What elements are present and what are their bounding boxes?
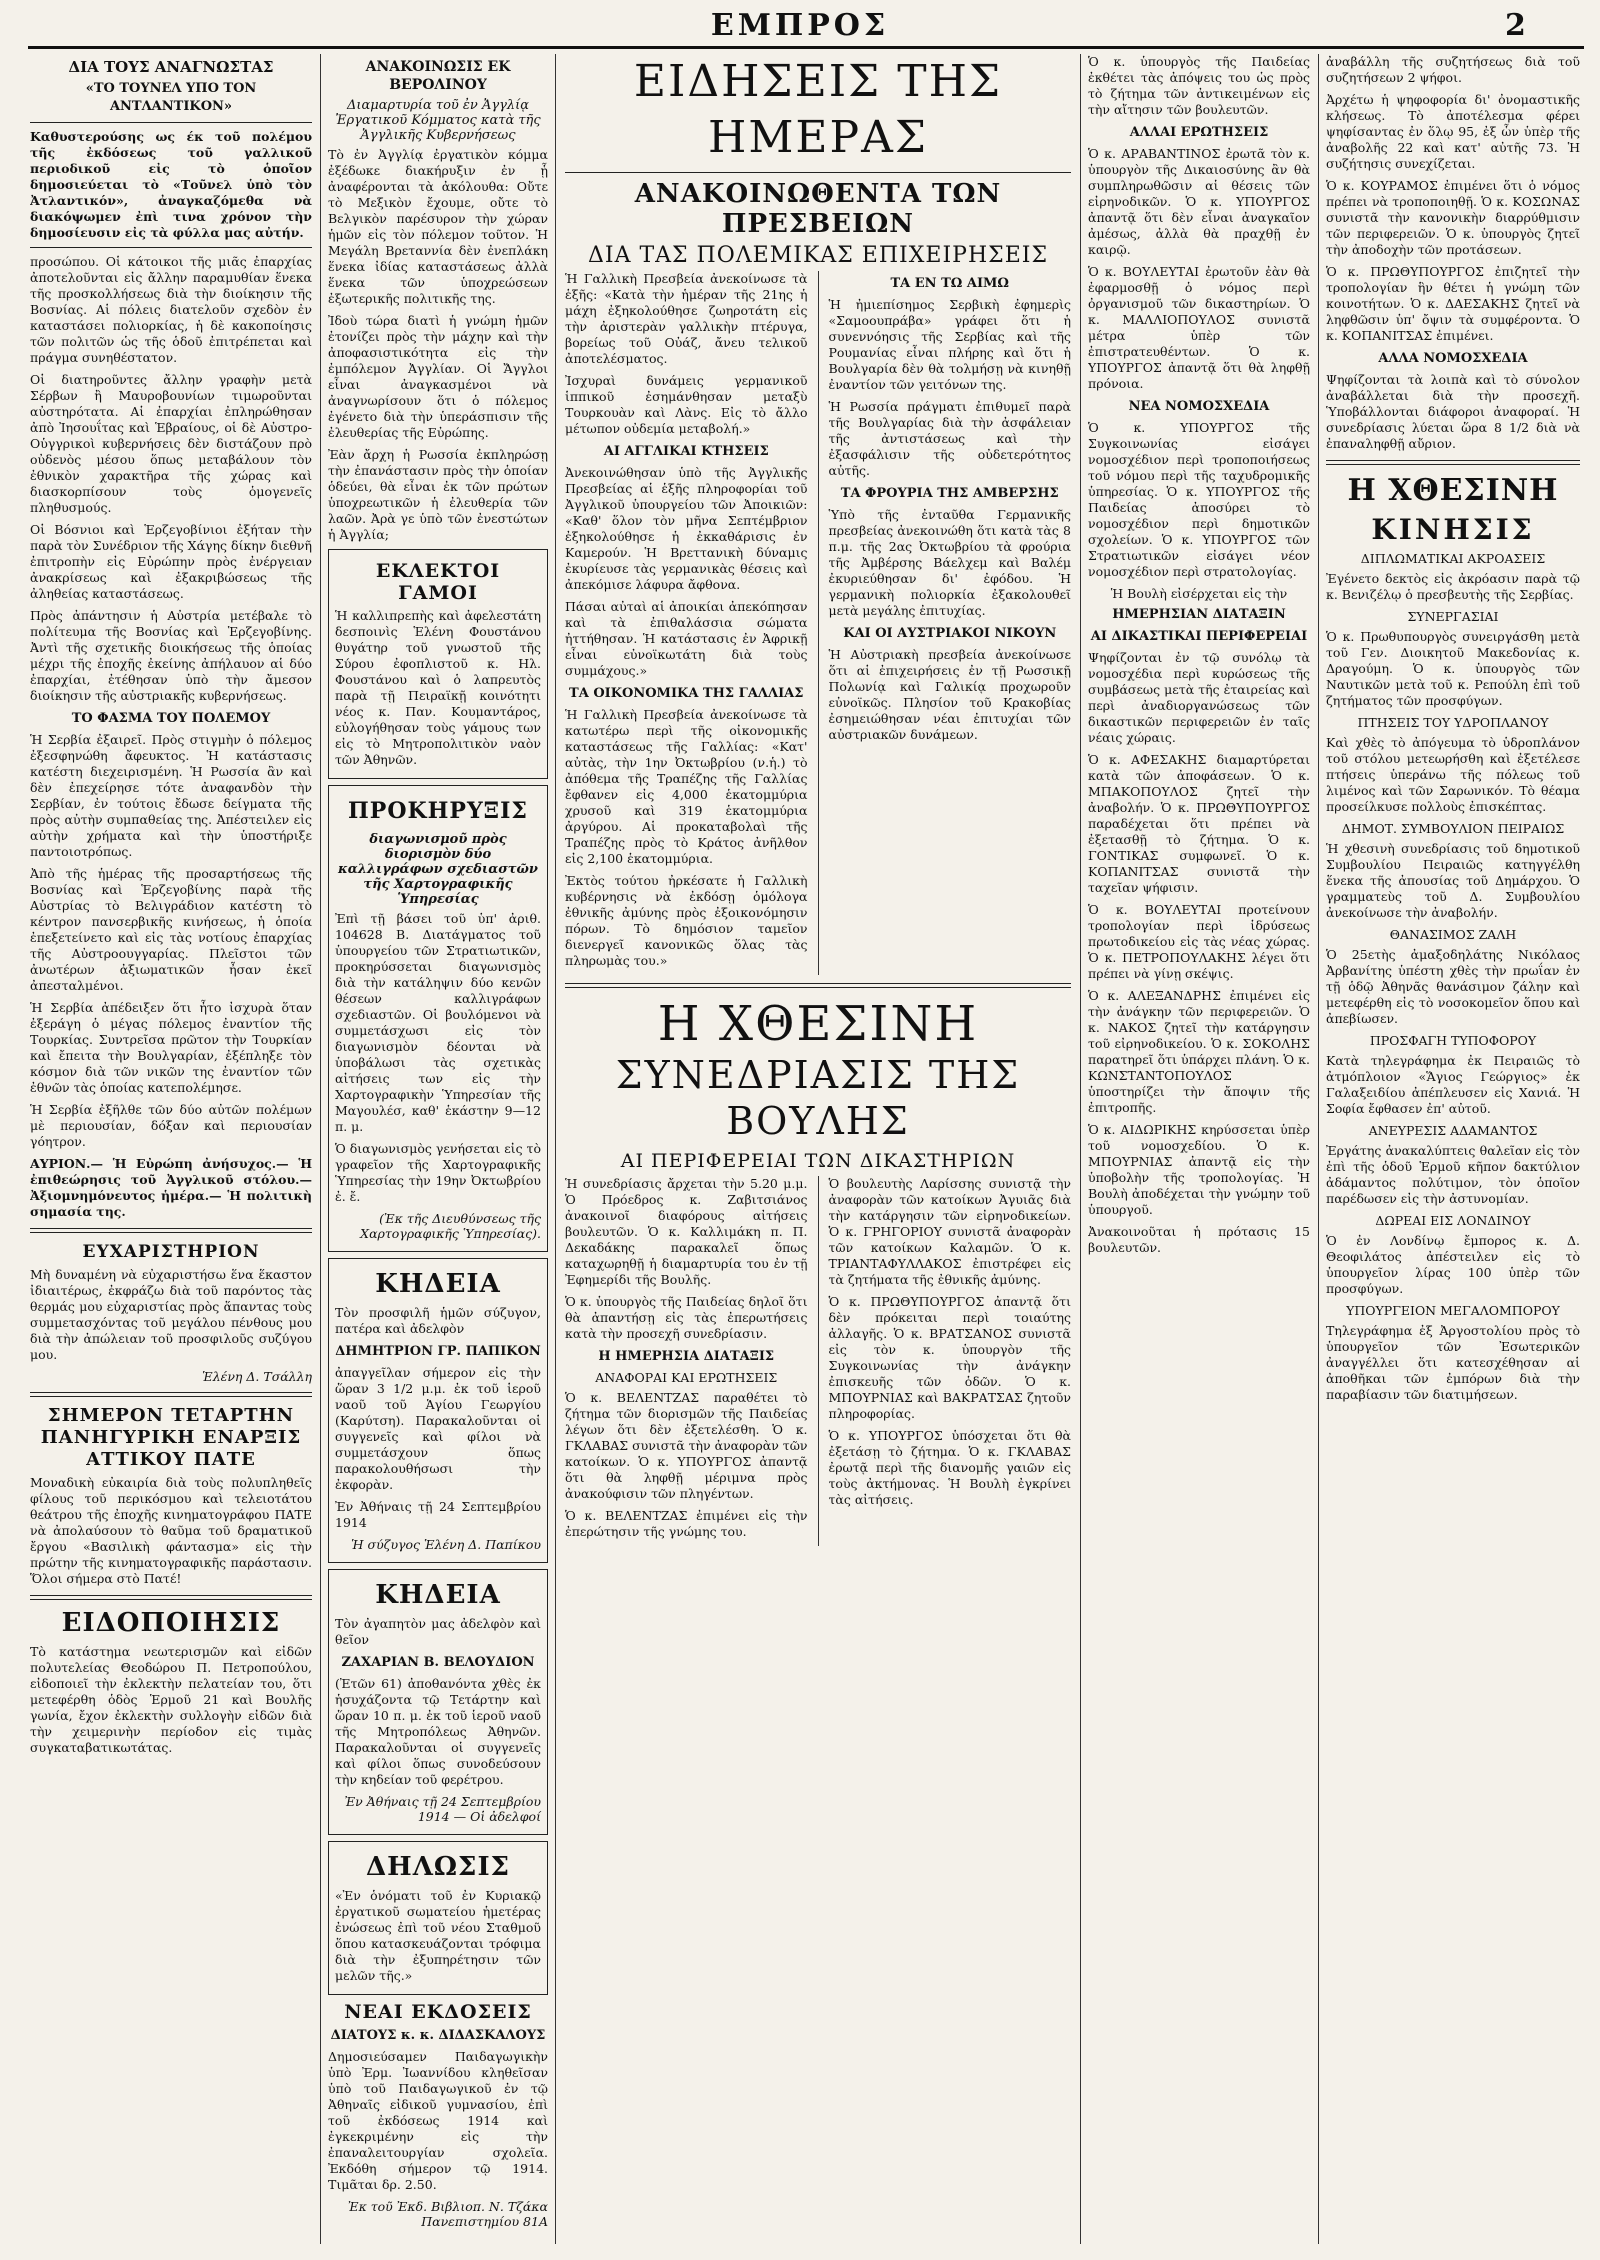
article-paragraph: Ἡ Σερβία ἀπέδειξεν ὅτι ἦτο ἰσχυρὰ ὅταν ἐξεράγη ὁ μέγας πόλεμος ἐναντίον τῆς Τουρκίας. Συντρεῖσα πρῶτον τὴν Τουρκίαν καὶ ἔπειτα τὴν Βουλγαρίαν, ἐξέπληξε τὸν κόσμον διὰ τῶν νικῶν της ἐναντίον τῶν ἐθνῶν τὰς ὁποίας κατεπολέμησε. xyxy=(30,1000,312,1095)
subcolumn-separator xyxy=(818,1176,819,1546)
section-heading: ΑΝΑΚΟΙΝΩΣΙΣ ΕΚ ΒΕΡΟΛΙΝΟΥ xyxy=(365,59,511,93)
article-paragraph: Ὁ κ. ΒΕΛΕΝΤΖΑΣ παραθέτει τὸ ζήτημα τῶν διορισμῶν τῆς Παιδείας λέγων ὅτι δὲν ἐξετελέσθη. Ὁ κ. ΓΚΛΑΒΑΣ συνιστᾶ τὴν ἀναφορὰν τῶν κατοίκων. Ὁ κ. ΥΠΟΥΡΓΟΣ ἀπαντᾷ ὅτι θὰ ληφθῇ μέριμνα πρὸς ἀνακούφισιν τῶν πληγέντων. xyxy=(565,1390,808,1501)
column1-subheading: «ΤΟ ΤΟΥΝΕΛ ΥΠΟ ΤΟΝ ΑΝΤΛΑΝΤΙΚΟΝ» xyxy=(85,81,257,114)
article-paragraph: Ὁ κ. ΒΟΥΛΕΥΤΑΙ ἐρωτοῦν ἐὰν θὰ ἐφαρμοσθῇ ὁ νόμος περὶ ὀργανισμοῦ τῶν δικαστηρίων. Ὁ κ. ΜΑΛΛΙΟΠΟΥΛΟΣ συνιστᾶ μέτρα ὑπὲρ τῶν ἐπιστρατευθέντων. Ὁ κ. ΥΠΟΥΡΓΟΣ ἀπαντᾷ ὅτι θὰ ληφθῇ πρόνοια. xyxy=(1088,264,1310,391)
article-paragraph: Ὁ 25ετὴς ἀμαξοδηλάτης Νικόλαος Ἀρβανίτης ὑπέστη χθὲς τὴν πρωΐαν ἐν τῇ ὁδῷ Ἀθηνᾶς θανάσιμον ζάλην καὶ μετεφέρθη εἰς τὸ νοσοκομεῖον ὅπου καὶ ἀπεβίωσεν. xyxy=(1326,947,1580,1026)
section-heading: ΝΕΑ ΝΟΜΟΣΧΕΔΙΑ xyxy=(1128,399,1270,414)
section-heading: ΕΥΧΑΡΙΣΤΗΡΙΟΝ xyxy=(82,1242,260,1262)
column-separator xyxy=(1318,54,1319,2244)
article-paragraph: Ὁ κ. ΥΠΟΥΡΓΟΣ ὑπόσχεται ὅτι θὰ ἐξετάσῃ τὸ ζήτημα. Ὁ κ. ΓΚΛΑΒΑΣ ἐρωτᾷ περὶ τῆς διανομῆς γαιῶν εἰς τοὺς ἀκτήμονας. Ἡ Βουλὴ ἐγκρίνει τὰς αἰτήσεις. xyxy=(828,1428,1071,1507)
section-heading: ΤΑ ΦΡΟΥΡΙΑ ΤΗΣ ΑΜΒΕΡΣΗΣ xyxy=(840,486,1059,501)
article-paragraph: Ὁ βουλευτὴς Λαρίσσης συνιστᾷ τὴν ἀναφορὰν τῶν κατοίκων Ἀγυιᾶς διὰ τὴν κατάργησιν τῶν εἰρηνοδικείων. Ὁ κ. ΓΡΗΓΟΡΙΟΥ συνιστᾶ ἀναφορὰν τῶν κατοίκων Καλαμῶν. Ὁ κ. ΤΡΙΑΝΤΑΦΥΛΛΑΚΟΣ ἐπιστρέφει εἰς τὰ ζητήματα τῆς ἐθνικῆς ἀμύνης. xyxy=(828,1176,1071,1287)
article-paragraph: Οἱ Βόσνιοι καὶ Ἑρζεγοβίνιοι ἐξήταν τὴν παρὰ τὸν Συνέδριον τῆς Χάγης δίκην διεθνῆ ἐπιτροπὴν εἰς Εὐρώπην πρὸς ἐνέργειαν ἀνακρίσεως καὶ ἐξακριβώσεως τῆς ἀληθείας καταστάσεως. xyxy=(30,522,312,601)
article-paragraph: Δημοσιεύσαμεν Παιδαγωγικὴν ὑπὸ Ἐρμ. Ἰωαννίδου κληθεῖσαν ὑπὸ τοῦ Παιδαγωγικοῦ ἐν τῷ Ἀθηναῖς εἰδικοῦ γυμνασίου, ἐπὶ τοῦ ἐκδόσεως 1914 καὶ ἐγκεκριμένην εἰς τὴν ἐπαναλειτουργίαν σχολεῖα. Ἐκδόθη σήμερον τῷ 1914. Τιμᾶται δρ. 2.50. xyxy=(328,2049,548,2192)
masthead-rule xyxy=(28,46,1584,49)
news-subheading: ΣΥΝΕΡΓΑΣΙΑΙ xyxy=(1407,609,1499,624)
section-heading: ΑΙ ΑΓΓΛΙΚΑΙ ΚΤΗΣΕΙΣ xyxy=(603,444,769,459)
news-subheading: ΥΠΟΥΡΓΕΙΟΝ ΜΕΓΑΛΟΜΠΟΡΟΥ xyxy=(1346,1303,1560,1318)
page-number: 2 xyxy=(1505,8,1526,43)
article-paragraph: Τηλεγράφημα ἐξ Ἀργοστολίου πρὸς τὸ ὑπουργεῖον τῶν Ἐσωτερικῶν ἀναγγέλλει ὅτι κατεσχέθησαν αἱ ἀποθῆκαι τῶν ἐμπόρων διὰ τὴν παραβίασιν τῶν διατιμήσεων. xyxy=(1326,1323,1580,1402)
news-subheading: ΘΑΝΑΣΙΜΟΣ ΖΑΛΗ xyxy=(1389,927,1517,942)
news-subheading: ΠΡΟΣΦΑΓΗ ΤΥΠΟΦΟΡΟΥ xyxy=(1369,1033,1537,1048)
subcolumn-right xyxy=(829,271,1072,975)
news-subheading: ΠΤΗΣΕΙΣ ΤΟΥ ΥΔΡΟΠΛΑΝΟΥ xyxy=(1357,715,1549,730)
article-paragraph: Ὁ κ. ΑΡΑΒΑΝΤΙΝΟΣ ἐρωτᾶ τὸν κ. ὑπουργὸν τῆς Δικαιοσύνης ἂν θὰ συμπληρωθῶσιν αἱ θέσεις τῶν εἰρηνοδικῶν. Ὁ κ. ΥΠΟΥΡΓΟΣ ἀπαντᾷ ὅτι δὲν εἶναι ἀναγκαῖον ἀμέσως, ἀλλὰ θὰ πραχθῇ ἐν καιρῷ. xyxy=(1088,146,1310,257)
section-heading: ΤΑ ΕΝ ΤΩ ΑΙΜΩ xyxy=(890,276,1009,291)
masthead-title: ΕΜΠΡΟΣ xyxy=(710,8,890,43)
article-paragraph: Καὶ χθὲς τὸ ἀπόγευμα τὸ ὑδροπλάνον τοῦ στόλου μετεωρήσθη καὶ ἐξετέλεσε πτήσεις ὑπεράνω τῆς πόλεως τοῦ λιμένος καὶ τῶν Σαρωνικόν. Τὸ θέαμα προσείλκυσε πολλοὺς ἐπισκέπτας. xyxy=(1326,735,1580,814)
divider xyxy=(1326,460,1580,465)
divider xyxy=(30,1228,312,1233)
article-paragraph: Ἀπὸ τῆς ἡμέρας τῆς προσαρτήσεως τῆς Βοσνίας καὶ Ἑρζεγοβίνης παρὰ τῆς Αὐστρίας τὸ Βελιγράδιον κατέστη τὸ κέντρον πανσερβικῆς κινήσεως, ἡ ὁποία ἐπεξετείνετο καὶ εἰς τὰς νοτίους ἐπαρχίας τῆς Αὐστροουγγαρίας. Πλεῖστοι τῶν ἀνωτέρων ἀξιωματικῶν ἦσαν ἐκεῖ ἀπεσταλμένοι. xyxy=(30,866,312,993)
two-column-block xyxy=(565,1176,1071,1546)
section-heading: ΑΛΛΑ ΝΟΜΟΣΧΕΔΙΑ xyxy=(1378,351,1528,366)
news-subheading: ΔΗΜΟΤ. ΣΥΜΒΟΥΛΙΟΝ ΠΕΙΡΑΙΩΣ xyxy=(1341,821,1565,836)
news-subheading: ΔΙΠΛΩΜΑΤΙΚΑΙ ΑΚΡΟΑΣΕΙΣ xyxy=(1360,551,1546,566)
divider xyxy=(565,172,1071,173)
divider xyxy=(30,1595,312,1600)
section-subheading: διαγωνισμοῦ πρὸς διορισμὸν δύο καλλιγράφων σχεδιαστῶν τῆς Χαρτογραφικῆς Ὑπηρεσίας xyxy=(338,832,538,907)
article-paragraph: Πρὸς ἀπάντησιν ἡ Αὐστρία μετέβαλε τὸ πολίτευμα τῆς Βοσνίας καὶ Ἑρζεγοβίνης. Ἀντὶ τῆς σχετικῆς διοικήσεως τῆς ὁποίας μέχρι τῆς ἐποχῆς ἐκείνης ἀπήλαυον αἱ δύο ἐπαρχίαι, ἐτέθησαν ὑπὸ τὴν ἄμεσον διοίκησιν τῆς αὐστριακῆς κυβερνήσεως. xyxy=(30,608,312,703)
article-paragraph: Ἀρχέτω ἡ ψηφοφορία δι' ὀνομαστικῆς κλήσεως. Τὸ ἀποτέλεσμα φέρει ψηφίσαντας ἐν ὅλῳ 95, ἐξ ὧν ὑπὲρ τῆς ἀναβολῆς 22 καὶ κατ' αὐτῆς 73. Ἡ συζήτησις συνεχίζεται. xyxy=(1326,92,1580,171)
article-paragraph: Ἰδοὺ τώρα διατὶ ἡ γνώμη ἡμῶν ἐτονίζει πρὸς τὴν μάχην καὶ τὴν ἀποφασιστικότητα εἰς τὴν ἐμπόλεμον Ἀγγλίαν. Οἱ Ἄγγλοι εἶναι ἀναγκασμένοι νὰ ἀναγνωρίσουν ὅτι ὁ πόλεμος ἐγένετο διὰ τὴν ὑπεράσπισιν τῆς ἐλευθερίας τῆς Εὐρώπης. xyxy=(328,313,548,440)
article-paragraph: Ἡ συνεδρίασις ἄρχεται τὴν 5.20 μ.μ. Ὁ Πρόεδρος κ. Ζαβιτσιάνος ἀνακοινοῖ διαφόρους αἰτήσεις βουλευτῶν. Ὁ κ. Καλλιμάκη π. Π. Δεκαδάκης παρακαλεῖ ὅπως καταχωρηθῇ ἡ διαμαρτυρία του ἐν τῇ Ἐφημερίδι τῆς Βουλῆς. xyxy=(565,1176,808,1287)
column-separator xyxy=(1080,54,1081,2244)
section-heading: ΗΜΕΡΗΣΙΑΝ ΔΙΑΤΑΞΙΝ xyxy=(1112,607,1286,622)
article-paragraph: Τὸν προσφιλῆ ἡμῶν σύζυγον, πατέρα καὶ ἀδελφὸν xyxy=(335,1305,541,1336)
declaration-box xyxy=(328,1841,548,1995)
section-headline: Η ΧΘΕΣΙΝΗ xyxy=(1347,473,1559,508)
article-paragraph: ἀναβάλλη τῆς συζητήσεως διὰ τοῦ συζητήσεων 2 ψήφοι. xyxy=(1326,54,1580,85)
article-paragraph: Ὁ κ. ὑπουργὸς τῆς Παιδείας ἐκθέτει τὰς ἀπόψεις του ὡς πρὸς τὸ ζήτημα τῶν ἀντικειμένων εἰς τὴν αἴτησιν τῶν βουλευτῶν. xyxy=(1088,54,1310,117)
signature: Ἐν Ἀθήναις τῇ 24 Σεπτεμβρίου 1914 — Οἱ ἀδελφοί xyxy=(344,1794,541,1824)
column-separator xyxy=(320,54,321,2244)
article-paragraph: Οἱ διατηροῦντες ἄλλην γραφὴν μετὰ Σέρβων ἢ Μαυροβουνίων τιμωροῦνται αὐστηρότατα. Αἱ ἐπαρχίαι ἐπληρώθησαν ἀπὸ Ἰησουΐτας καὶ Ἑβραίους, οἱ δὲ Αὐστρο-Οὑγγρικοὶ κυβερνήσεις δὲν διστάζουν πρὸ οὐδενὸς μέσου ὅπως μεταβάλουν τὸν ἐθνικὸν χαρακτῆρα τῆς χώρας καὶ διασκορπίσουν τοὺς ὁμογενεῖς πληθυσμούς. xyxy=(30,372,312,515)
subcolumn-right xyxy=(829,1176,1072,1546)
article-paragraph: Ὁ κ. ΠΡΩΘΥΠΟΥΡΓΟΣ ἀπαντᾷ ὅτι δὲν πρόκειται περὶ τοιαύτης ἀλλαγῆς. Ὁ κ. ΒΡΑΤΣΑΝΟΣ συνιστᾶ εἰς τὸν κ. ὑπουργὸν τῆς Συγκοινωνίας τὴν ἀνάγκην ἐπισκευῆς τῶν ὁδῶν. Ὁ κ. ΜΠΟΥΡΝΙΑΣ καὶ ΒΑΚΡΑΤΣΑΣ ζητοῦν πληροφορίας. xyxy=(828,1294,1071,1421)
article-paragraph: (Ἐτῶν 61) ἀποθανόντα χθὲς ἐκ ἡσυχάζοντα τῷ Τετάρτην καὶ ὥραν 10 π. μ. ἐκ τοῦ ἱεροῦ ναοῦ τῆς Μητροπόλεως Ἀθηνῶν. Παρακαλοῦνται οἱ συγγενεῖς καὶ φίλοι ὅπως συνοδεύσουν τὴν κηδείαν τοῦ φερέτρου. xyxy=(335,1676,541,1787)
article-paragraph: Ὁ κ. ΑΛΕΞΑΝΔΡΗΣ ἐπιμένει εἰς τὴν ἀνάγκην τῶν περιφερειῶν. Ὁ κ. ΝΑΚΟΣ ζητεῖ τὴν κατάργησιν τοῦ εἰρηνοδικείου. Ὁ κ. ΣΟΚΟΛΗΣ παρατηρεῖ ὅτι ὑπάρχει πλάνη. Ὁ κ. ΚΩΝΣΤΑΝΤΟΠΟΥΛΟΣ ὑποστηρίζει τὴν ἄποψιν τῆς ἐπιτροπῆς. xyxy=(1088,988,1310,1115)
signature: Ἡ σύζυγος Ἑλένη Δ. Παπίκου xyxy=(351,1537,541,1552)
article-paragraph: Τὸν ἀγαπητὸν μας ἀδελφὸν καὶ θεῖον xyxy=(335,1616,541,1647)
subcolumn-left xyxy=(565,1176,808,1546)
deceased-name: ΔΗΜΗΤΡΙΟΝ ΓΡ. ΠΑΠΙΚΟΝ xyxy=(335,1344,541,1359)
column-1 xyxy=(30,54,312,2244)
article-subheadline: ΔΙΑ ΤΑΣ ΠΟΛΕΜΙΚΑΣ ΕΠΙΧΕΙΡΗΣΕΙΣ xyxy=(587,243,1049,268)
column-separator xyxy=(555,54,556,2244)
parliament-headline-2: ΣΥΝΕΔΡΙΑΣΙΣ ΤΗΣ ΒΟΥΛΗΣ xyxy=(615,1053,1021,1143)
article-paragraph: «Ἐν ὁνόματι τοῦ ἐν Κυριακῷ ἐργατικοῦ σωματείου ἡμετέρας ἐνώσεως ἐπὶ τοῦ νέου Σταθμοῦ ὅπου κατασκευάζονται τρόφιμα διὰ τὴν ἐξυπηρέτησιν τῶν μελῶν τῆς.» xyxy=(335,1888,541,1983)
section-subheading: ΔΙΑΤΟΥΣ κ. κ. ΔΙΔΑΣΚΑΛΟΥΣ xyxy=(330,2028,546,2043)
funeral-box xyxy=(328,1569,548,1835)
ad-paragraph: Μοναδικὴ εὐκαιρία διὰ τοὺς πολυπληθεῖς φίλους τοῦ περικόσμου καὶ τελειοτάτου θεάτρου τῆς ἐποχῆς κινηματογράφου ΠΑΤΕ νὰ ἀπολαύσουν τὸ θαῦμα τοῦ δραματικοῦ ἔργου «Βασιλικὴ φάντασμα» εἰς τὴν πρώτην τῆς κινηματογραφικῆς παράστασιν. Ὅλοι σήμερα στὸ Πατέ! xyxy=(30,1475,312,1586)
news-subheading: ΑΝΕΥΡΕΣΙΣ ΑΔΑΜΑΝΤΟΣ xyxy=(1368,1123,1538,1138)
column1-heading: ΔΙΑ ΤΟΥΣ ΑΝΑΓΝΩΣΤΑΣ xyxy=(68,58,274,76)
article-paragraph: Ἰσχυραὶ δυνάμεις γερμανικοῦ ἱππικοῦ ἐσημάνθησαν μεταξὺ Τουρκουὰν καὶ Λὰνς. Εἰς τὸ ἄλλο μέτωπον οὐδεμία μεταβολή.» xyxy=(565,373,808,436)
article-paragraph: ἀπαγγεῖλαν σήμερον εἰς τὴν ὥραν 3 1/2 μ.μ. ἐκ τοῦ ἱεροῦ ναοῦ τοῦ Ἁγίου Γεωργίου (Καρύτση). Παρακαλοῦνται οἱ συγγενεῖς καὶ φίλοι νὰ συμμετάσχουν ὅπως παρακολουθήσωσι τὴν ἐκφορὰν. xyxy=(335,1365,541,1492)
subcolumn-separator xyxy=(818,271,819,975)
date-line: Ἐν Ἀθήναις τῇ 24 Σεπτεμβρίου 1914 xyxy=(335,1499,541,1530)
signature: Ἐκ τοῦ Ἐκδ. Βιβλιοπ. Ν. Τζάκα Πανεπιστημίου 81Α xyxy=(347,2199,548,2229)
article-paragraph: Ὁ διαγωνισμὸς γενήσεται εἰς τὸ γραφεῖον τῆς Χαρτογραφικῆς Ὑπηρεσίας τὴν 19ην Ὀκτωβρίου ἐ. ἔ. xyxy=(335,1141,541,1204)
article-paragraph: Ἡ Αὐστριακὴ πρεσβεία ἀνεκοίνωσε ὅτι αἱ ἐπιχειρήσεις ἐν τῇ Ρωσσικῇ Πολωνίᾳ καὶ Γαλικίᾳ προχωροῦν εὐνοϊκῶς. Πλησίον τοῦ Κρακοβίας ἐσημειώθησαν νέαι ἐπιτυχίαι τῶν αὐστριακῶν δυνάμεων. xyxy=(828,647,1071,742)
article-paragraph: Ἡ Σερβία ἐξαιρεῖ. Πρὸς στιγμὴν ὁ πόλεμος ἐξεσφηνώθη ἄφευκτος. Ἡ κατάστασις κατέστη διεχειρισμένη. Ἡ Ρωσσία ἂν καὶ δὲν ἐπεχείρησε τότε ἀναφανδὸν τὴν Σερβίαν, ἐν τούτοις ἔδωσε δείγματα τῆς πρὸς αὐτὴν συμπαθείας της. Ἀπέστειλεν εἰς αὐτὴν χρήματα καὶ τὴν ὑποστήριξε παντοιοτρόπως. xyxy=(30,732,312,859)
article-paragraph: Ὁ κ. ΥΠΟΥΡΓΟΣ τῆς Συγκοινωνίας εἰσάγει νομοσχέδιον περὶ τροποποιήσεως τοῦ νόμου περὶ τῆς ταχυδρομικῆς ὑπηρεσίας. Ὁ κ. ΥΠΟΥΡΓΟΣ τῆς Παιδείας ἀποσύρει τὸ νομοσχέδιον περὶ δημοτικῶν σχολείων. Ὁ κ. ΥΠΟΥΡΓΟΣ τῶν Στρατιωτικῶν εἰσάγει νέον νομοσχέδιον περὶ στρατολογίας. xyxy=(1088,420,1310,579)
weddings-box xyxy=(328,549,548,779)
parliament-headline: Η ΧΘΕΣΙΝΗ xyxy=(657,996,979,1052)
article-paragraph: Ἡ ἠμιεπίσημος Σερβικὴ ἐφημερὶς «Σαμοουπράβα» γράφει ὅτι ἡ συνεννόησις τῆς Σερβίας καὶ τῆς Ρουμανίας εἶναι πλήρης καὶ ὅτι ἡ Βουλγαρία δὲν θὰ τολμήσῃ νὰ κινηθῇ ἐναντίον τῶν γειτόνων της. xyxy=(828,297,1071,392)
signature: (Ἐκ τῆς Διευθύνσεως τῆς Χαρτογραφικῆς Ὑπηρεσίας). xyxy=(360,1211,541,1241)
section-heading: ΝΕΑΙ ΕΚΔΟΣΕΙΣ xyxy=(344,2001,532,2023)
tomorrow-paragraph: ΑΥΡΙΟΝ.— Ἡ Εὐρώπη ἀνήσυχος.— Ἡ ἐπιθεώρησις τοῦ Ἀγγλικοῦ στόλου.— Ἀξιομνημόνευτος ἡμέρα.— Ἡ πολιτικὴ σημασία της. xyxy=(30,1156,312,1219)
article-paragraph: Ὁ κ. ΒΟΥΛΕΥΤΑΙ προτείνουν τροπολογίαν περὶ ἱδρύσεως πρωτοδικείου εἰς τὰς νέας χώρας. Ὁ κ. ΠΕΤΡΟΠΟΥΛΑΚΗΣ λέγει ὅτι πρέπει νὰ γίνῃ σκέψις. xyxy=(1088,902,1310,981)
article-paragraph: Ὁ κ. ΚΟΥΡΑΜΟΣ ἐπιμένει ὅτι ὁ νόμος πρέπει νὰ τροποποιηθῇ. Ὁ κ. ΚΟΣΩΝΑΣ συνιστᾶ τὴν κανονικὴν διαρρύθμισιν τῶν περιφερειῶν. Ὁ κ. ὑπουργὸς ζητεῖ τὴν ἀποδοχὴν τῶν προτάσεων. xyxy=(1326,178,1580,257)
notice-paragraph: Μὴ δυναμένη νὰ εὐχαριστήσω ἕνα ἕκαστον ἰδιαιτέρως, ἐκφράζω διὰ τοῦ παρόντος τὰς θερμάς μου εὐχαριστίας πρὸς ἅπαντας τοὺς συμμετασχόντας τοῦ μεγάλου πένθους μου διὰ τὴν ἀπώλειαν τοῦ προσφιλοῦς συζύγου μου. xyxy=(30,1267,312,1362)
article-paragraph: Ὁ κ. ΑΙΔΩΡΙΚΗΣ κηρύσσεται ὑπὲρ τοῦ νομοσχεδίου. Ὁ κ. ΜΠΟΥΡΝΙΑΣ ἀπαντᾷ εἰς τὴν ὑποβολὴν τῆς τροπολογίας. Ἡ Βουλὴ ἀποδέχεται τὴν γνώμην τοῦ ὑπουργοῦ. xyxy=(1088,1122,1310,1217)
article-headline: ΑΝΑΚΟΙΝΩΘΕΝΤΑ ΤΩΝ ΠΡΕΣΒΕΙΩΝ xyxy=(634,179,1002,239)
article-paragraph: Ψηφίζονται ἐν τῷ συνόλῳ τὰ νομοσχέδια περὶ κυρώσεως τῆς συμβάσεως μετὰ τῆς ἐταιρείας καὶ περὶ ἀναδιοργανώσεως τῶν δικαστικῶν περιφερειῶν ἐν ταῖς νέαις χώραις. xyxy=(1088,650,1310,745)
signature: Ἑλένη Δ. Τσάλλη xyxy=(202,1369,312,1384)
section-heading: ΤΑ ΟΙΚΟΝΟΜΙΚΑ ΤΗΣ ΓΑΛΛΙΑΣ xyxy=(569,686,804,701)
article-paragraph: Ἐγένετο δεκτὸς εἰς ἀκρόασιν παρὰ τῷ κ. Βενιζέλῳ ὁ πρεσβευτὴς τῆς Σερβίας. xyxy=(1326,571,1580,602)
article-paragraph: Ὁ κ. ΠΡΩΘΥΠΟΥΡΓΟΣ ἐπιζητεῖ τὴν τροπολογίαν ἣν θέτει ἡ γνώμη τῶν κοινοτήτων. Ὁ κ. ΔΑΕΣΑΚΗΣ ζητεῖ νὰ ληφθῶσιν ὑπ' ὄψιν τὰ συμφέροντα. Ὁ κ. ΚΟΠΑΝΙΤΣΑΣ ἐπιμένει. xyxy=(1326,264,1580,343)
article-paragraph: Ἡ Γαλλικὴ Πρεσβεία ἀνεκοίνωσε τὰ κατωτέρω περὶ τῆς οἰκονομικῆς καταστάσεως τῆς Γαλλίας: «Κατ' αὐτὰς, τὴν 1ην Ὀκτωβρίου (ν.ἡ.) τὸ ἀπόθεμα τῆς Τραπέζης τῆς Γαλλίας ἔφθανεν εἰς 4,000 ἑκατομμύρια χρυσοῦ καὶ 319 ἑκατομμύρια ἀργύρου. Αἱ προκαταβολαὶ τῆς Τραπέζης πρὸς τὸ Κράτος ἀνῆλθον εἰς 2,100 ἑκατομμύρια. xyxy=(565,707,808,866)
section-heading: Η ΗΜΕΡΗΣΙΑ ΔΙΑΤΑΞΙΣ xyxy=(598,1349,775,1364)
section-heading: ΠΡΟΚΗΡΥΞΙΣ xyxy=(348,798,528,824)
article-paragraph: Κατὰ τηλεγράφημα ἐκ Πειραιῶς τὸ ἀτμόπλοιον «Ἅγιος Γεώργιος» ἐκ Γαλαξειδίου ἀπέπλευσεν εἰς Χανιά. Ἡ Σοφία ἔφθασεν ἐπ' αὐτοῦ. xyxy=(1326,1053,1580,1116)
agenda-intro: Ἡ Βουλὴ εἰσέρχεται εἰς τὴν xyxy=(1110,586,1288,601)
article-paragraph: Πάσαι αὐταὶ αἱ ἀποικίαι ἀπεκόπησαν καὶ τὰ ἐπιθαλάσσια σώματα ἠττήθησαν. Ἡ κατάστασις ἐν Ἀφρικῇ εἶναι εὐνοϊκωτάτη διὰ τοὺς συμμάχους.» xyxy=(565,599,808,678)
section-heading: ΕΚΛΕΚΤΟΙ ΓΑΜΟΙ xyxy=(375,560,501,604)
article-paragraph: Ἡ Γαλλικὴ Πρεσβεία ἀνεκοίνωσε τὰ ἑξῆς: «Κατὰ τὴν ἡμέραν τῆς 21ης ἡ μάχη ἐξηκολούθησε ζωηροτάτη εἰς τὴν ἀριστερὰν γαλλικὴν πτέρυγα, βορείως τοῦ Οὐάζ, ἄνευ τελικοῦ ἀποτελέσματος. xyxy=(565,271,808,366)
divider xyxy=(565,983,1071,988)
section-heading: ΚΗΔΕΙΑ xyxy=(375,1269,501,1299)
column-3 xyxy=(565,54,1071,2244)
article-paragraph: Ἀνεκοινώθησαν ὑπὸ τῆς Ἀγγλικῆς Πρεσβείας αἱ ἑξῆς πληροφορίαι τοῦ Ἀγγλικοῦ ὑπουργείου τῶν Ἀποικιῶν: «Καθ' ὅλον τὸν μῆνα Σεπτέμβριον ἐξηκολούθησε ἡ ἐκκαθάρισις ἐν Καμερούν. Ἡ Βρεττανικὴ δύναμις ἐκυρίευσε τὰς γερμανικὰς θέσεις καὶ ἀπεκόμισε λάφυρα ἄφθονα. xyxy=(565,465,808,592)
two-column-block xyxy=(565,271,1071,975)
announcement-box xyxy=(328,785,548,1252)
news-subheading: ΔΩΡΕΑΙ ΕΙΣ ΛΟΝΔΙΝΟΥ xyxy=(1375,1213,1531,1228)
parliament-subheadline: ΑΙ ΠΕΡΙΦΕΡΕΙΑΙ ΤΩΝ ΔΙΚΑΣΤΗΡΙΩΝ xyxy=(620,1150,1016,1172)
column-5 xyxy=(1326,54,1580,2244)
article-paragraph: Ἐκτὸς τούτου ἠρκέσατε ἡ Γαλλικὴ κυβέρνησις νὰ ἐκδόσῃ ὁμόλογα ἐθνικῆς ἀμύνης πρὸς ἐξοικονόμησιν πόρων. Τὸ δημόσιον ταμεῖον διενεργεῖ κανονικῶς ὅλας τὰς πληρωμὰς του.» xyxy=(565,873,808,968)
funeral-box xyxy=(328,1258,548,1563)
ad-paragraph: Τὸ κατάστημα νεωτερισμῶν καὶ εἰδῶν πολυτελείας Θεοδώρου Π. Πετροπούλου, εἰδοποιεῖ τὴν ἐκλεκτὴν πελατείαν του, ὅτι μετεφέρθη ὁδὸς Ἑρμοῦ 21 καὶ Βουλῆς γωνία, ἔχον ἐκλεκτὴν συλλογὴν εἰδῶν διὰ τὴν χειμερινὴν περίοδον εἰς τιμὰς συγκαταβατικωτάτας. xyxy=(30,1644,312,1755)
article-paragraph: Ἡ χθεσινὴ συνεδρίασις τοῦ δημοτικοῦ Συμβουλίου Πειραιῶς κατηγγέλθη ἕνεκα τῆς ἀπουσίας τοῦ Δημάρχου. Ὁ γραμματεὺς τοῦ Δ. Συμβουλίου ἀνεκοίνωσε τὴν ἀναβολήν. xyxy=(1326,841,1580,920)
article-paragraph: Ἐργάτης ἀνακαλύπτεις θαλεῖαν εἰς τὸν ἐπὶ τῆς ὁδοῦ Ἑρμοῦ κῆπον δακτύλιον ἀδάμαντος πολύτιμον, τὸν ὁποῖον παρέδωσεν εἰς τὴν ἀστυνομίαν. xyxy=(1326,1143,1580,1206)
divider xyxy=(30,1392,312,1397)
section-heading: ΔΗΛΩΣΙΣ xyxy=(366,1852,510,1882)
column-4 xyxy=(1088,54,1310,2244)
article-paragraph: προσώπου. Οἱ κάτοικοι τῆς μιᾶς ἐπαρχίας ἀποτελοῦνται εἰς ἄλλην παραμυθίαν ἕνεκα τῆς προσκολλήσεως διὰ τὴν διοίκησιν τῆς Βοσνίας. Αἱ πόλεις διατελοῦν σχεδὸν ἐν καταστάσει πολιορκίας, ἡ δὲ κακοποίησις τῶν πολιτῶν ὡς τῆς ὁδοῦ ἐπιτρέπεται καὶ πράγμα συνηθέστατον. xyxy=(30,254,312,365)
article-paragraph: Ἐὰν ἄρχη ἡ Ρωσσία ἐκπληρώσῃ τὴν ἐπανάστασιν πρὸς τὴν ὁποίαν ὁδεύει, θὰ εἶναι ἐκ τῶν πρώτων ὑποχρεωτικῶν ἡ ἐλευθερία τῶν λαῶν. Ἀρὰ γε ὑπὸ τῶν ἐνεστώτων ἡ Ἀγγλία; xyxy=(328,447,548,542)
section-headline-2: ΚΙΝΗΣΙΣ xyxy=(1371,513,1535,546)
article-paragraph: Ὁ κ. Πρωθυπουργὸς συνειργάσθη μετὰ τοῦ Γεν. Διοικητοῦ Μακεδονίας κ. Δραγούμη. Ὁ κ. ὑπουργὸς τῶν Ναυτικῶν μετὰ τοῦ κ. Ρεπούλη ἐπὶ τοῦ ζητήματος τῶν προσφύγων. xyxy=(1326,629,1580,708)
column-2 xyxy=(328,54,548,2244)
section-heading: ΚΑΙ ΟΙ ΑΥΣΤΡΙΑΚΟΙ ΝΙΚΟΥΝ xyxy=(843,626,1057,641)
article-paragraph: Ἡ Ρωσσία πράγματι ἐπιθυμεῖ παρὰ τῆς Βουλγαρίας διὰ τὴν ἀσφάλειαν τῆς ἀντιστάσεως καὶ τὴν ἐξασφάλισιν τῆς οὐδετερότητος αὐτῆς. xyxy=(828,399,1071,478)
section-subheading: Διαμαρτυρία τοῦ ἐν Ἀγγλίᾳ Ἐργατικοῦ Κόμματος κατὰ τῆς Ἀγγλικῆς Κυβερνήσεως xyxy=(335,98,541,143)
article-paragraph: Ἡ καλλιπρεπὴς καὶ ἀφελεστάτη δεσποινὶς Ἑλένη Φουστάνου θυγάτηρ τοῦ γνωστοῦ τῆς Σύρου ἐφοπλιστοῦ κ. Ηλ. Φουστάνου καὶ ὁ λαπρευτὸς παρὰ τῇ Πειραϊκῇ κοινότητι νέος κ. Παν. Κουμαντάρος, εὐλογήθησαν τοὺς γάμους των εἰς τὸ Μητροπολιτικὸν ναὸν τῶν Ἀθηνῶν. xyxy=(335,608,541,767)
article-paragraph: Ἐπὶ τῇ βάσει τοῦ ὑπ' ἀριθ. 104628 Β. Διατάγματος τοῦ ὑπουργείου τῶν Στρατιωτικῶν, προκηρύσσεται διαγωνισμὸς διὰ τὴν κατάληψιν δύο κενῶν θέσεων καλλιγράφων σχεδιαστῶν. Οἱ βουλόμενοι νὰ συμμετάσχωσι εἰς τὸν διαγωνισμὸν δέονται νὰ ὑποβάλωσι τὰς σχετικὰς αἰτήσεις των εἰς τὴν Χαρτογραφικὴν Ὑπηρεσίαν τῆς Μαγουλέσ, καθ' ἑκάστην 9—12 π. μ. xyxy=(335,911,541,1134)
section-heading: ΑΙ ΔΙΚΑΣΤΙΚΑΙ ΠΕΡΙΦΕΡΕΙΑΙ xyxy=(1090,629,1308,644)
section-heading: ΑΛΛΑΙ ΕΡΩΤΗΣΕΙΣ xyxy=(1129,125,1269,140)
article-paragraph: Ἡ Σερβία ἐξῆλθε τῶν δύο αὐτῶν πολέμων μὲ περιουσίαν, δόξαν καὶ περιουσίαν γόητρον. xyxy=(30,1102,312,1149)
article-paragraph: Ψηφίζονται τὰ λοιπὰ καὶ τὸ σύνολον ἀναβάλλεται διὰ τὴν προσεχῆ. Ὑποβάλλονται διάφοροι ἀναφοραί. Ἡ συνεδρίασις λύεται ὥρα 8 1/2 διὰ νὰ ἐπαναληφθῇ αὔριον. xyxy=(1326,372,1580,451)
article-paragraph: Τὸ ἐν Ἀγγλίᾳ ἐργατικὸν κόμμα ἐξέδωκε διακήρυξιν ἐν ᾗ ἀναφέρονται τὰ ἀκόλουθα: Οὔτε τὸ Μεξικὸν ἔχουμε, οὔτε τὸ Βελγικὸν παρέσυρον τὴν χώραν ἡμῶν εἰς τὸν πόλεμον τοῦτον. Ἡ Μεγάλη Βρεταννία δὲν ἐνεπλάκη ἕνεκα ἰδίας καταστάσεως ἀλλὰ ἕνεκα τῶν ὑποχρεώσεων ἐξωτερικῆς πολιτικῆς της. xyxy=(328,147,548,306)
section-heading: ΚΗΔΕΙΑ xyxy=(375,1580,501,1610)
article-paragraph: Ὑπὸ τῆς ἐνταῦθα Γερμανικῆς πρεσβείας ἀνεκοινώθη ὅτι κατὰ τὰς 8 π.μ. τῆς 2ας Ὀκτωβρίου τὰ φρούρια τῆς Ἀμβέρσης Βάελχεμ καὶ Βαλέμ ἐκυριεύθησαν δι' ἐφόδου. Ἡ γερμανικὴ πολιορκία ἐξακολουθεῖ μετὰ μεγάλης ἐπιτυχίας. xyxy=(828,507,1071,618)
article-paragraph: Ὁ ἐν Λονδίνῳ ἔμπορος κ. Δ. Θεοφιλάτος ἀπέστειλεν εἰς τὸ ὑπουργεῖον λίρας 100 ὑπὲρ τῶν προσφύγων. xyxy=(1326,1233,1580,1296)
section-heading: ΤΟ ΦΑΣΜΑ ΤΟΥ ΠΟΛΕΜΟΥ xyxy=(71,711,271,726)
ad-heading: ΕΙΔΟΠΟΙΗΣΙΣ xyxy=(61,1608,281,1638)
subcolumn-left xyxy=(565,271,808,975)
article-paragraph: Ὁ κ. ΒΕΛΕΝΤΖΑΣ ἐπιμένει εἰς τὴν ἐπερώτησιν τῆς γνώμης του. xyxy=(565,1508,808,1539)
article-paragraph: Ὁ κ. ΑΦΕΣΑΚΗΣ διαμαρτύρεται κατὰ τῶν ἀποφάσεων. Ὁ κ. ΜΠΑΚΟΠΟΥΛΟΣ ζητεῖ τὴν ἀναβολήν. Ὁ κ. ΠΡΩΘΥΠΟΥΡΓΟΣ παραδέχεται ὅτι πρέπει νὰ ἐξετασθῇ τὸ ζήτημα. Ὁ κ. ΓΟΝΤΙΚΑΣ συμφωνεῖ. Ὁ κ. ΚΟΠΑΝΙΤΣΑΣ συνιστᾶ τὴν ταχεῖαν ψήφισιν. xyxy=(1088,752,1310,895)
ad-heading: ΣΗΜΕΡΟΝ ΤΕΤΑΡΤΗΝ ΠΑΝΗΓΥΡΙΚΗ ΕΝΑΡΞΙΣ ΑΤΤΙΚΟΥ ΠΑΤΕ xyxy=(40,1405,302,1470)
notice-paragraph: Καθυστερούσης ως έκ τοῦ πολέμου τῆς ἐκδόσεως τοῦ γαλλικοῦ περιοδικοῦ εἰς τὸ ὁποῖον δημοσιεύεται τὸ «Τοῦνελ ὑπὸ τὸν Ἀτλαντικόν», ἀναγκαζόμεθα νὰ διακόψωμεν ἐπὶ τινα χρόνον τὴν δημοσίευσιν εἰς τὰ φύλλα μας αὐτήν. xyxy=(30,129,312,240)
deceased-name: ΖΑΧΑΡΙΑΝ Β. ΒΕΛΟΥΔΙΟΝ xyxy=(341,1655,535,1670)
article-paragraph: Ὁ κ. ὑπουργὸς τῆς Παιδείας δηλοῖ ὅτι θὰ ἀπαντήσῃ εἰς τὰς ἐπερωτήσεις κατὰ τὴν προσεχῆ συνεδρίασιν. xyxy=(565,1294,808,1341)
divider xyxy=(30,122,312,123)
section-subheading: ΑΝΑΦΟΡΑΙ ΚΑΙ ΕΡΩΤΗΣΕΙΣ xyxy=(595,1370,778,1385)
main-headline: ΕΙΔΗΣΕΙΣ ΤΗΣ ΗΜΕΡΑΣ xyxy=(633,56,1003,163)
divider xyxy=(30,247,312,248)
article-paragraph: Ἀνακοινοῦται ἡ πρότασις 15 βουλευτῶν. xyxy=(1088,1224,1310,1255)
